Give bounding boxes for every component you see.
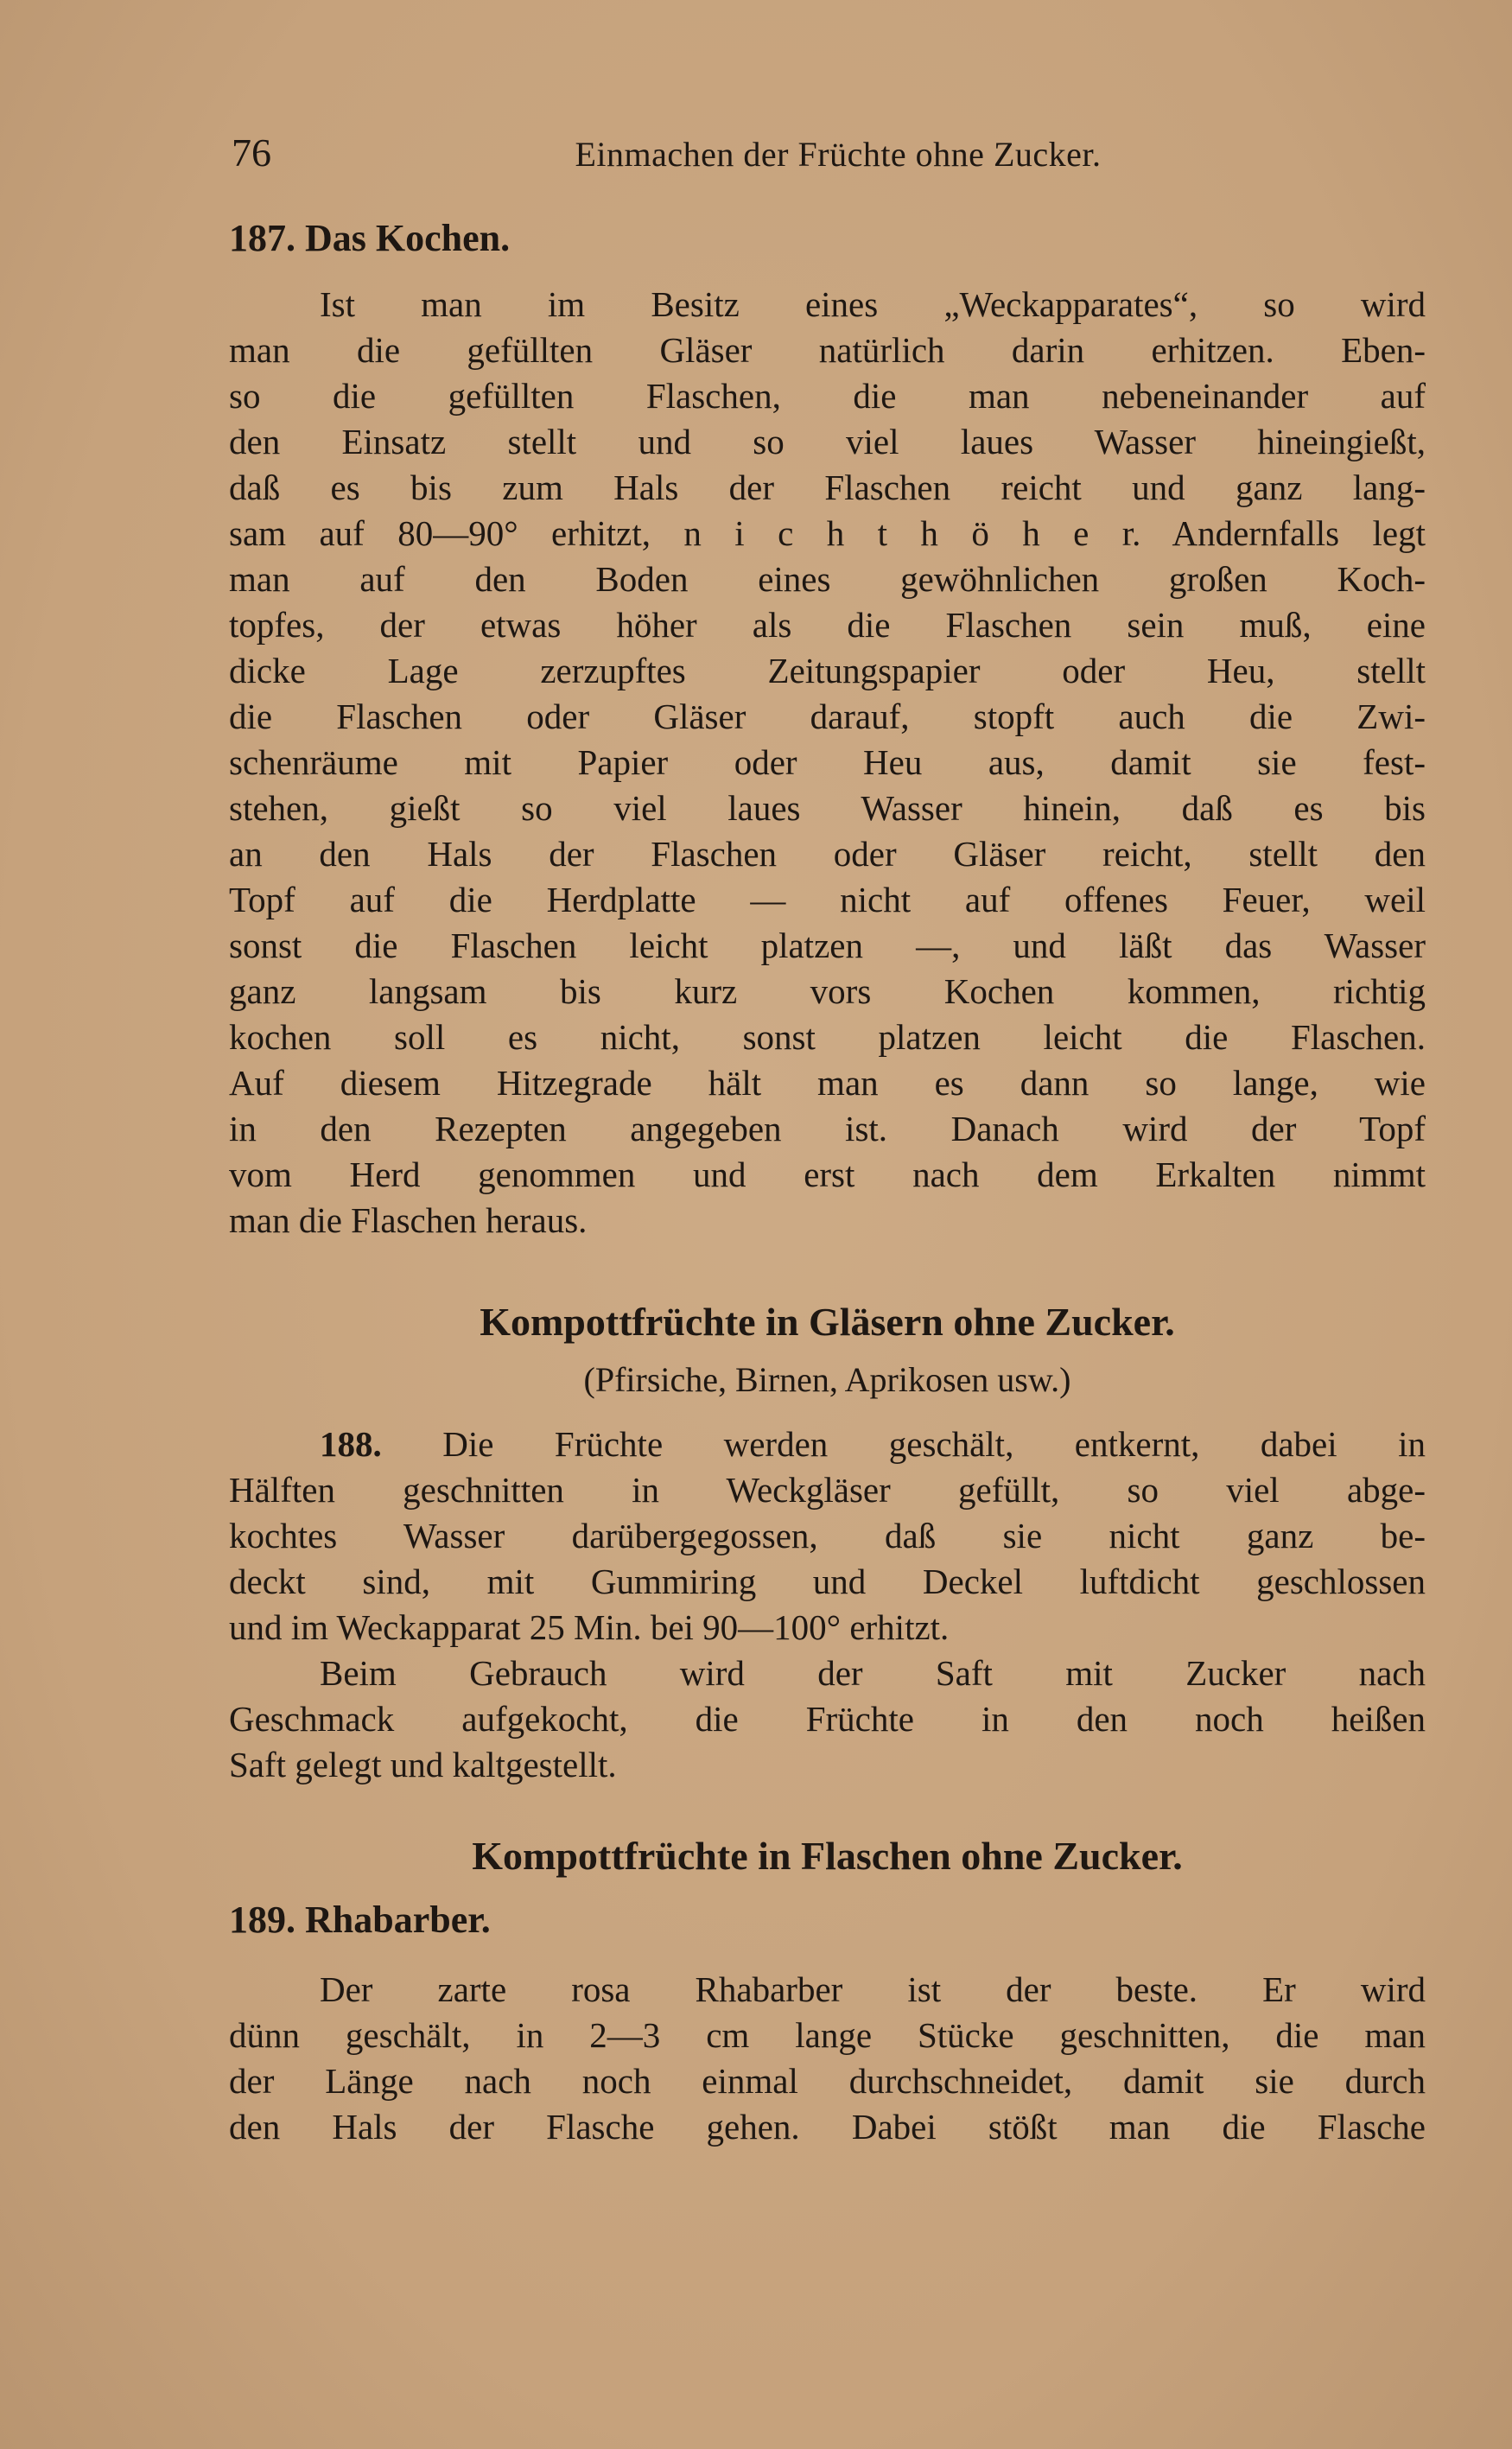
text-line	[229, 511, 1426, 557]
text-line	[229, 1967, 1426, 2013]
text-line-content: in den Rezepten angegeben ist. Danach wird der Topf	[229, 1109, 1426, 1148]
text-line-content: topfes, der etwas höher als die Flaschen sein muß, eine	[229, 605, 1426, 645]
section-188-text	[229, 1422, 1426, 1788]
text-line-content: man auf den Boden eines gewöhnlichen großen Koch-	[229, 559, 1426, 599]
section-189-heading: Kompottfrüchte in Flaschen ohne Zucker.	[472, 1834, 1183, 1878]
text-line	[229, 557, 1426, 602]
text-line	[229, 2013, 1426, 2058]
text-line-content: Geschmack aufgekocht, die Früchte in den noch heißen	[229, 1699, 1426, 1739]
text-line-content: Ist man im Besitz eines „Weckapparates“, so wird	[320, 284, 1426, 324]
text-line-content: die Flaschen oder Gläser darauf, stopft auch die Zwi-	[229, 697, 1426, 736]
text-line-content: Auf diesem Hitzegrade hält man es dann so lange, wie	[229, 1063, 1426, 1103]
section-187-text	[229, 282, 1426, 1244]
section-187-title: 187. Das Kochen.	[229, 217, 511, 259]
text-line-content: vom Herd genommen und erst nach dem Erkalten nimmt	[229, 1155, 1426, 1194]
text-line	[229, 602, 1426, 648]
text-line	[229, 419, 1426, 465]
text-line	[229, 1559, 1426, 1605]
text-line	[229, 1060, 1426, 1106]
text-line	[229, 282, 1426, 328]
text-line-content: den Einsatz stellt und so viel laues Wasser hineingießt,	[229, 422, 1426, 461]
text-line	[229, 465, 1426, 511]
text-line-content: sonst die Flaschen leicht platzen —, und läßt das Wasser	[229, 926, 1426, 965]
text-line	[229, 969, 1426, 1015]
text-line	[229, 1422, 1426, 1467]
text-line	[229, 786, 1426, 831]
text-line-content: sam auf 80—90° erhitzt, n i c h t h ö h e r. Andernfalls legt	[229, 513, 1426, 553]
text-line	[229, 2104, 1426, 2150]
text-line-content: man die Flaschen heraus.	[229, 1200, 588, 1240]
text-line	[229, 373, 1426, 419]
text-line-content: stehen, gießt so viel laues Wasser hinein, daß es bis	[229, 788, 1426, 828]
section-188-subtitle: (Pfirsiche, Birnen, Aprikosen usw.)	[583, 1360, 1071, 1399]
text-line-content: Hälften geschnitten in Weckgläser gefüllt, so viel abge-	[229, 1470, 1426, 1510]
text-line-content: daß es bis zum Hals der Flaschen reicht und ganz lang-	[229, 468, 1426, 507]
text-line	[229, 1605, 1426, 1651]
text-line	[229, 1742, 1426, 1788]
text-line-content: kochtes Wasser darübergegossen, daß sie nicht ganz be-	[229, 1516, 1426, 1555]
text-line	[229, 328, 1426, 373]
text-line-content: kochen soll es nicht, sonst platzen leicht die Flaschen.	[229, 1017, 1426, 1057]
text-line-content: und im Weckapparat 25 Min. bei 90—100° erhitzt.	[229, 1607, 950, 1647]
text-line	[229, 831, 1426, 877]
text-line	[229, 1152, 1426, 1198]
text-line	[229, 2058, 1426, 2104]
text-line	[229, 923, 1426, 969]
text-line-content: deckt sind, mit Gummiring und Deckel luftdicht geschlossen	[229, 1562, 1426, 1601]
text-line	[229, 1198, 1426, 1244]
text-line-content: der Länge nach noch einmal durchschneidet, damit sie durch	[229, 2061, 1426, 2101]
text-line-content: Der zarte rosa Rhabarber ist der beste. Er wird	[320, 1969, 1426, 2009]
text-line-content: den Hals der Flasche gehen. Dabei stößt man die Flasche	[229, 2107, 1426, 2147]
text-line-content: dünn geschält, in 2—3 cm lange Stücke geschnitten, die man	[229, 2015, 1426, 2055]
text-line	[229, 1696, 1426, 1742]
text-line	[229, 1467, 1426, 1513]
text-line-content: so die gefüllten Flaschen, die man nebeneinander auf	[229, 376, 1426, 416]
text-line	[229, 877, 1426, 923]
text-line-content: an den Hals der Flaschen oder Gläser reicht, stellt den	[229, 834, 1426, 874]
text-line-content: man die gefüllten Gläser natürlich darin erhitzen. Eben-	[229, 330, 1426, 370]
text-line-content: Topf auf die Herdplatte — nicht auf offenes Feuer, weil	[229, 880, 1426, 919]
section-189-title: 189. Rhabarber.	[229, 1899, 491, 1941]
page-number: 76	[232, 130, 271, 175]
text-line	[229, 1651, 1426, 1696]
text-line	[229, 1015, 1426, 1060]
text-line	[229, 694, 1426, 740]
recipe-number: 188.	[320, 1424, 382, 1464]
text-line	[229, 1106, 1426, 1152]
text-line	[229, 740, 1426, 786]
text-line-content: dicke Lage zerzupftes Zeitungspapier oder Heu, stellt	[229, 651, 1426, 690]
text-line-content: schenräume mit Papier oder Heu aus, damit sie fest-	[229, 742, 1426, 782]
section-189-text	[229, 1967, 1426, 2150]
text-line-content: Saft gelegt und kaltgestellt.	[229, 1745, 617, 1784]
text-line	[229, 648, 1426, 694]
text-line-content: ganz langsam bis kurz vors Kochen kommen, richtig	[229, 971, 1426, 1011]
text-line	[229, 1513, 1426, 1559]
text-line-content: Die Früchte werden geschält, entkernt, dabei in	[381, 1424, 1426, 1464]
section-188-heading: Kompottfrüchte in Gläsern ohne Zucker.	[480, 1300, 1175, 1344]
running-title: Einmachen der Früchte ohne Zucker.	[575, 135, 1102, 174]
text-line-content: Beim Gebrauch wird der Saft mit Zucker nach	[320, 1653, 1426, 1693]
